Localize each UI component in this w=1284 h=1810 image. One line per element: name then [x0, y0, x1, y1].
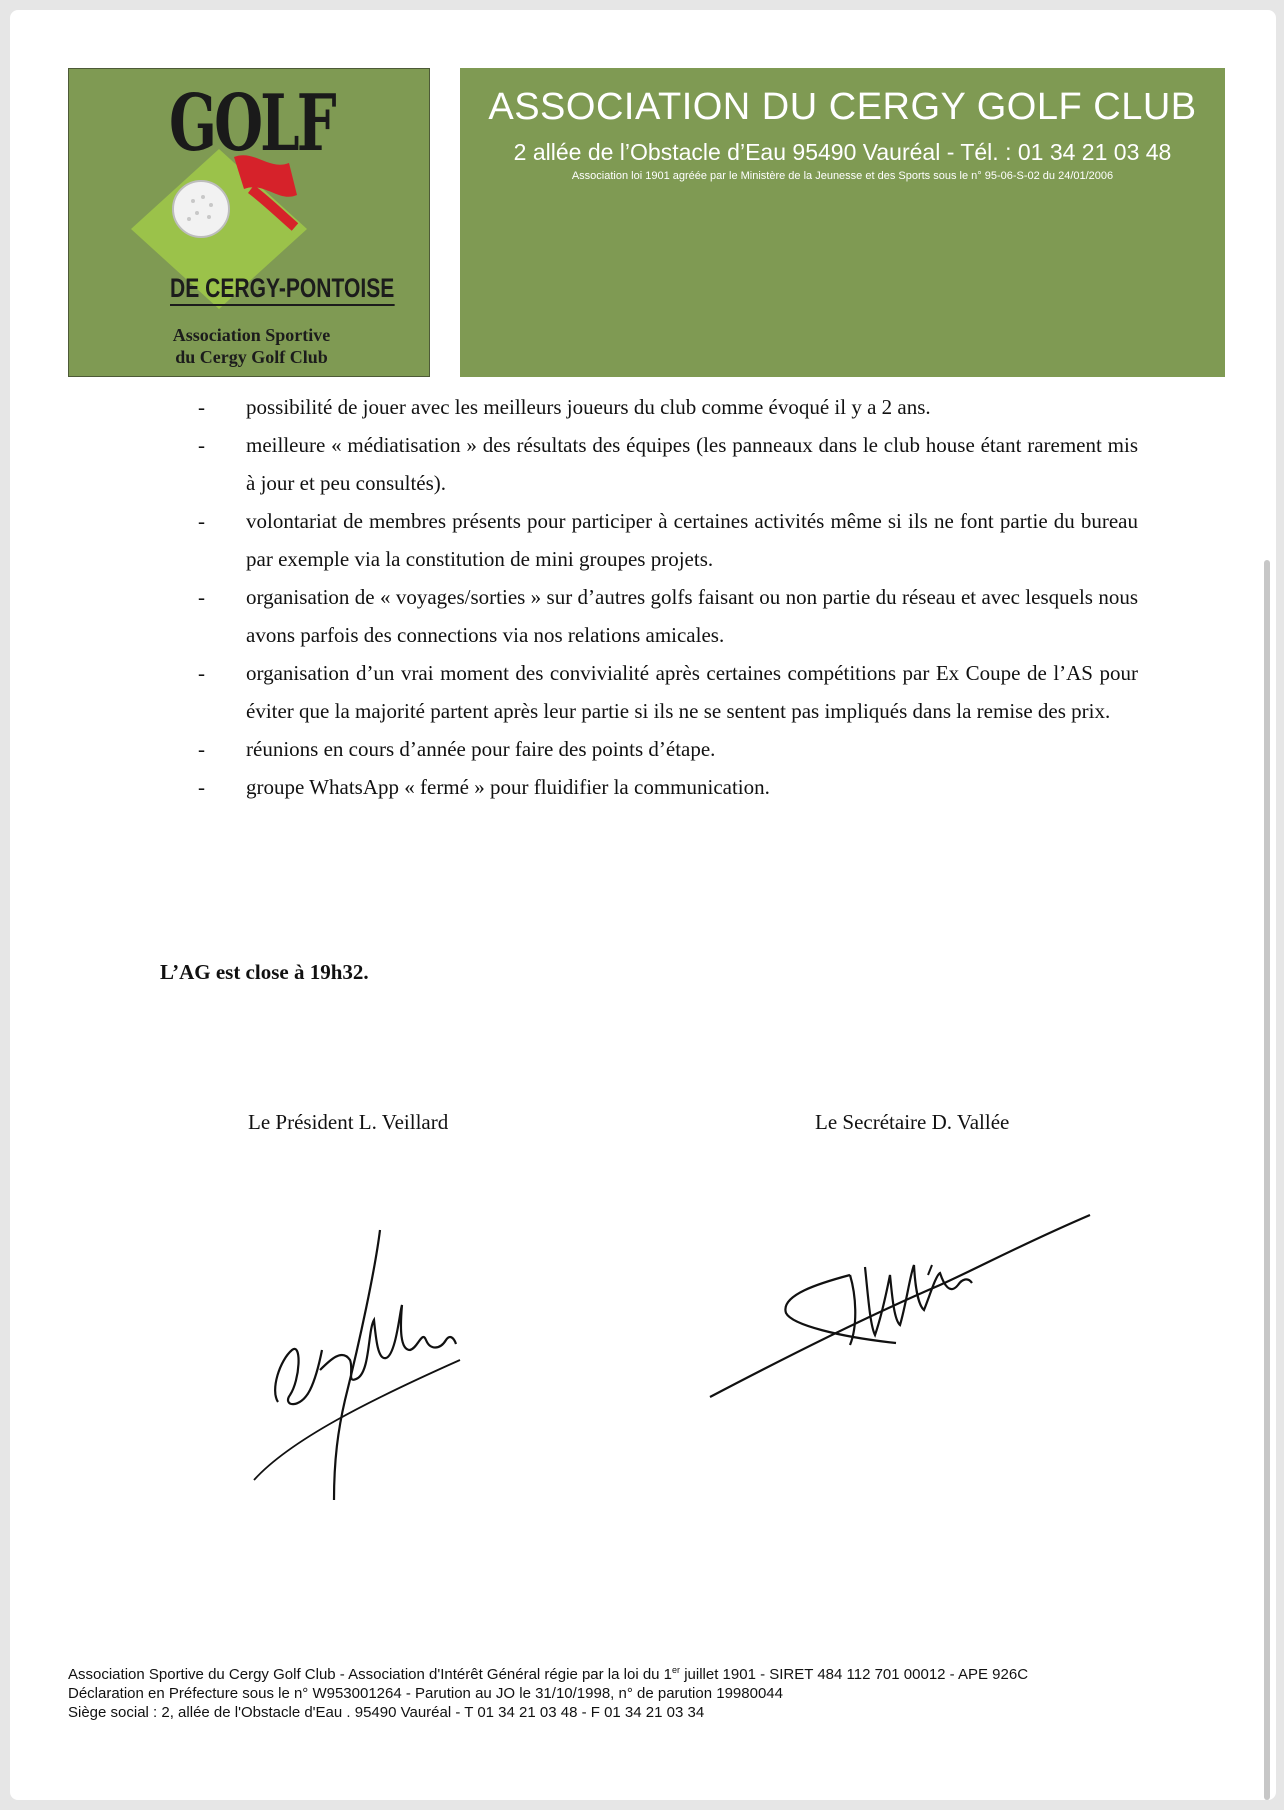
list-item-text: organisation de « voyages/sorties » sur d’autres golfs faisant ou non partie du réseau et avec lesquels nous avons parfois des connections via nos relations amicales. — [246, 585, 1138, 647]
list-item-text: volontariat de membres présents pour participer à certaines activités même si ils ne font partie du bureau par exemple via la constitution de mini groupes projets. — [246, 509, 1138, 571]
association-title: ASSOCIATION DU CERGY GOLF CLUB — [488, 86, 1197, 128]
president-signature — [250, 1210, 530, 1520]
list-item-text: meilleure « médiatisation » des résultats des équipes (les panneaux dans le club house étant rarement mis à jour et peu consultés). — [246, 433, 1138, 495]
list-item-text: groupe WhatsApp « fermé » pour fluidifier la communication. — [246, 775, 770, 799]
list-item-text: possibilité de jouer avec les meilleurs joueurs du club comme évoqué il y a 2 ans. — [246, 395, 931, 419]
logo-place-text: DE CERGY-PONTOISE — [170, 274, 394, 306]
list-item: - réunions en cours d’année pour faire des points d’étape. — [198, 737, 716, 761]
golf-ball — [173, 181, 229, 237]
footer-line-2: Déclaration en Préfecture sous le n° W953001264 - Parution au JO le 31/10/1998, n° de parution 19980044 — [68, 1685, 783, 1702]
secretary-signature — [700, 1175, 1100, 1415]
list-item: - possibilité de jouer avec les meilleurs joueurs du club comme évoqué il y a 2 ans. — [198, 395, 931, 419]
list-item: - groupe WhatsApp « fermé » pour fluidifier la communication. — [198, 775, 770, 799]
list-item: - organisation de « voyages/sorties » sur d’autres golfs faisant ou non partie du réseau et avec lesquels nous avons parfois des connections via nos relations amicales. — [198, 585, 1138, 647]
list-item: - meilleure « médiatisation » des résultats des équipes (les panneaux dans le club house étant rarement mis à jour et peu consultés). — [198, 433, 1138, 495]
footer-line-1 — [68, 1665, 1028, 1684]
logo-subtitle-line2: du Cergy Golf Club — [175, 347, 328, 367]
logo-subtitle-line1: Association Sportive — [172, 325, 331, 345]
document-page — [10, 10, 1276, 1800]
vertical-scrollbar[interactable] — [1264, 560, 1270, 1800]
list-item-text: organisation d’un vrai moment des convivialité après certaines compétitions par Ex Coupe de l’AS pour éviter que la majorité partent après leur partie si ils ne se sentent pas impliqués dans la remise des prix. — [246, 661, 1138, 723]
proposal-list — [198, 388, 1138, 806]
closing-statement: L’AG est close à 19h32. — [160, 960, 369, 984]
list-item: - volontariat de membres présents pour participer à certaines activités même si ils ne font partie du bureau par exemple via la constitution de mini groupes projets. — [198, 509, 1138, 571]
club-logo — [68, 68, 430, 377]
list-item: - organisation d’un vrai moment des convivialité après certaines compétitions par Ex Coupe de l’AS pour éviter que la majorité partent après leur partie si ils ne se sentent pas impliqués dans la remise des prix. — [198, 661, 1138, 723]
footer-line-1-b: juillet 1901 - SIRET 484 112 701 00012 - APE 926C — [680, 1666, 1029, 1683]
footer-line-3: Siège social : 2, allée de l'Obstacle d'Eau . 95490 Vauréal - T 01 34 21 03 48 - F 01 34 21 03 34 — [68, 1704, 705, 1721]
association-address: 2 allée de l’Obstacle d’Eau 95490 Vauréal - Tél. : 01 34 21 03 48 — [513, 139, 1172, 165]
list-item-text: réunions en cours d’année pour faire des points d’étape. — [246, 737, 716, 761]
association-notice: Association loi 1901 agréée par le Ministère de la Jeunesse et des Sports sous le n° 95-06-S-02 du 24/01/2006 — [571, 170, 1114, 182]
president-label: Le Président L. Veillard — [248, 1110, 449, 1134]
logo-subtitle — [129, 324, 374, 368]
logo-golf-text: GOLF — [169, 78, 334, 169]
document-footer — [68, 1665, 1028, 1722]
secretary-label: Le Secrétaire D. Vallée — [815, 1110, 1010, 1134]
letterhead-band — [460, 68, 1225, 377]
footer-line-1-a: Association Sportive du Cergy Golf Club - Association d'Intérêt Général régie par la loi du 1 — [68, 1666, 673, 1683]
footer-line-1-sup: er — [672, 1665, 681, 1675]
